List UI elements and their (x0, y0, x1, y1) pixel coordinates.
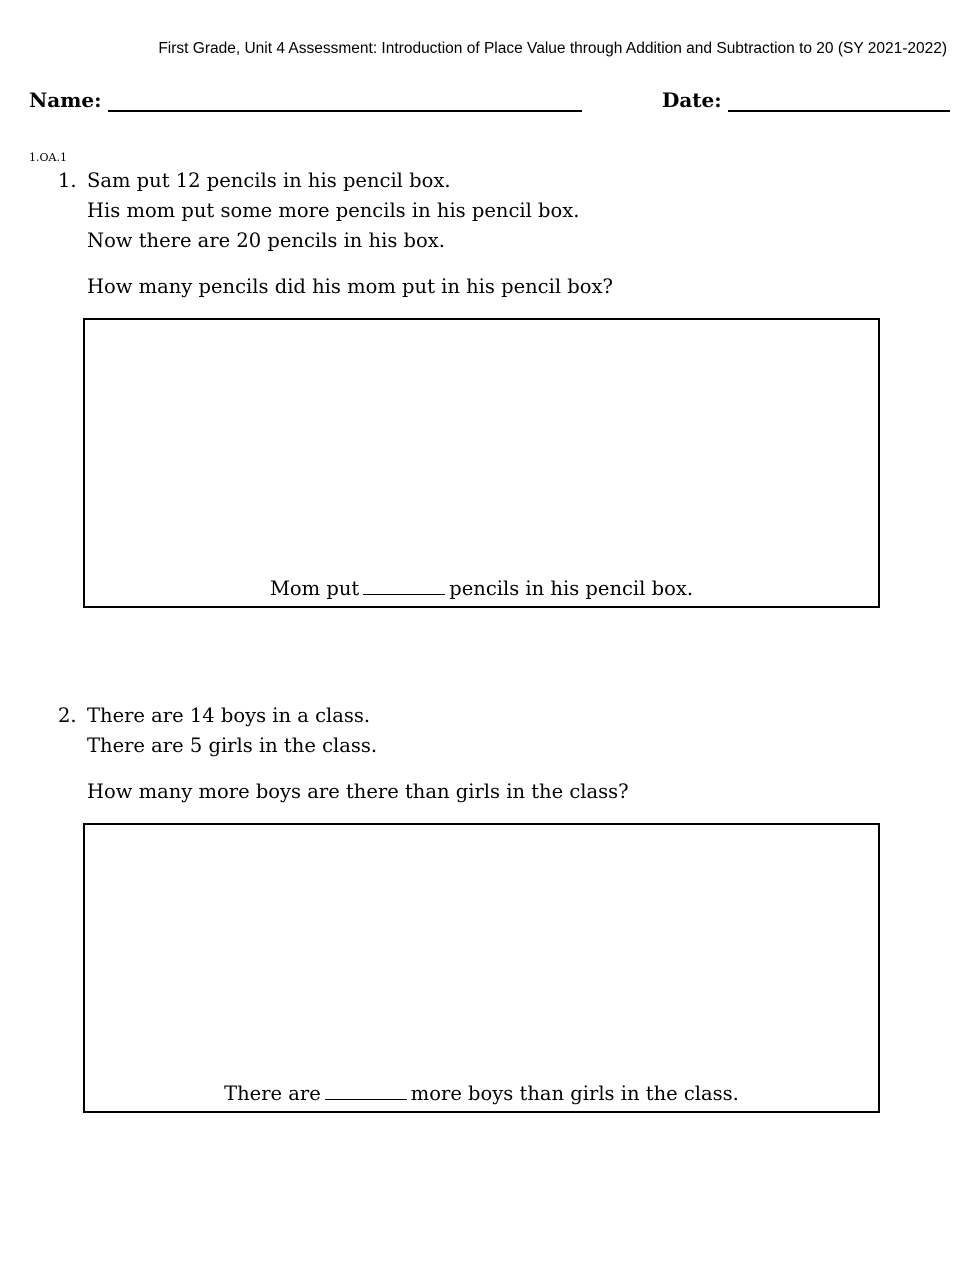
question-line: Sam put 12 pencils in his pencil box. (87, 169, 451, 192)
answer-prefix: There are (224, 1082, 321, 1105)
answer-sentence (85, 1081, 878, 1105)
answer-suffix: more boys than girls in the class. (410, 1082, 739, 1105)
question-1 (58, 166, 613, 302)
name-blank-line[interactable] (108, 90, 582, 112)
answer-sentence (85, 576, 878, 600)
date-field[interactable] (662, 88, 950, 112)
answer-box-1[interactable] (83, 318, 880, 608)
question-line: His mom put some more pencils in his pencil box. (87, 199, 580, 222)
question-number: 1. (58, 169, 77, 192)
answer-box-2[interactable] (83, 823, 880, 1113)
name-field[interactable] (29, 88, 582, 112)
answer-prefix: Mom put (269, 577, 360, 600)
question-line: Now there are 20 pencils in his box. (87, 229, 445, 252)
question-line: There are 5 girls in the class. (87, 734, 378, 757)
question-2 (58, 701, 629, 807)
standard-code: 1.OA.1 (29, 151, 67, 164)
question-number: 2. (58, 704, 77, 727)
question-line: There are 14 boys in a class. (87, 704, 371, 727)
answer-blank[interactable] (325, 1081, 407, 1100)
name-label: Name: (29, 88, 102, 112)
question-prompt: How many more boys are there than girls in the class? (87, 780, 629, 803)
question-body (87, 701, 629, 807)
assessment-title: First Grade, Unit 4 Assessment: Introduction of Place Value through Addition and Subtraction to 20 (SY 2021-2022) (158, 40, 947, 57)
answer-blank[interactable] (363, 576, 445, 595)
answer-suffix: pencils in his pencil box. (449, 577, 694, 600)
question-prompt: How many pencils did his mom put in his pencil box? (87, 275, 613, 298)
question-body (87, 166, 613, 302)
date-label: Date: (662, 88, 722, 112)
date-blank-line[interactable] (728, 90, 950, 112)
